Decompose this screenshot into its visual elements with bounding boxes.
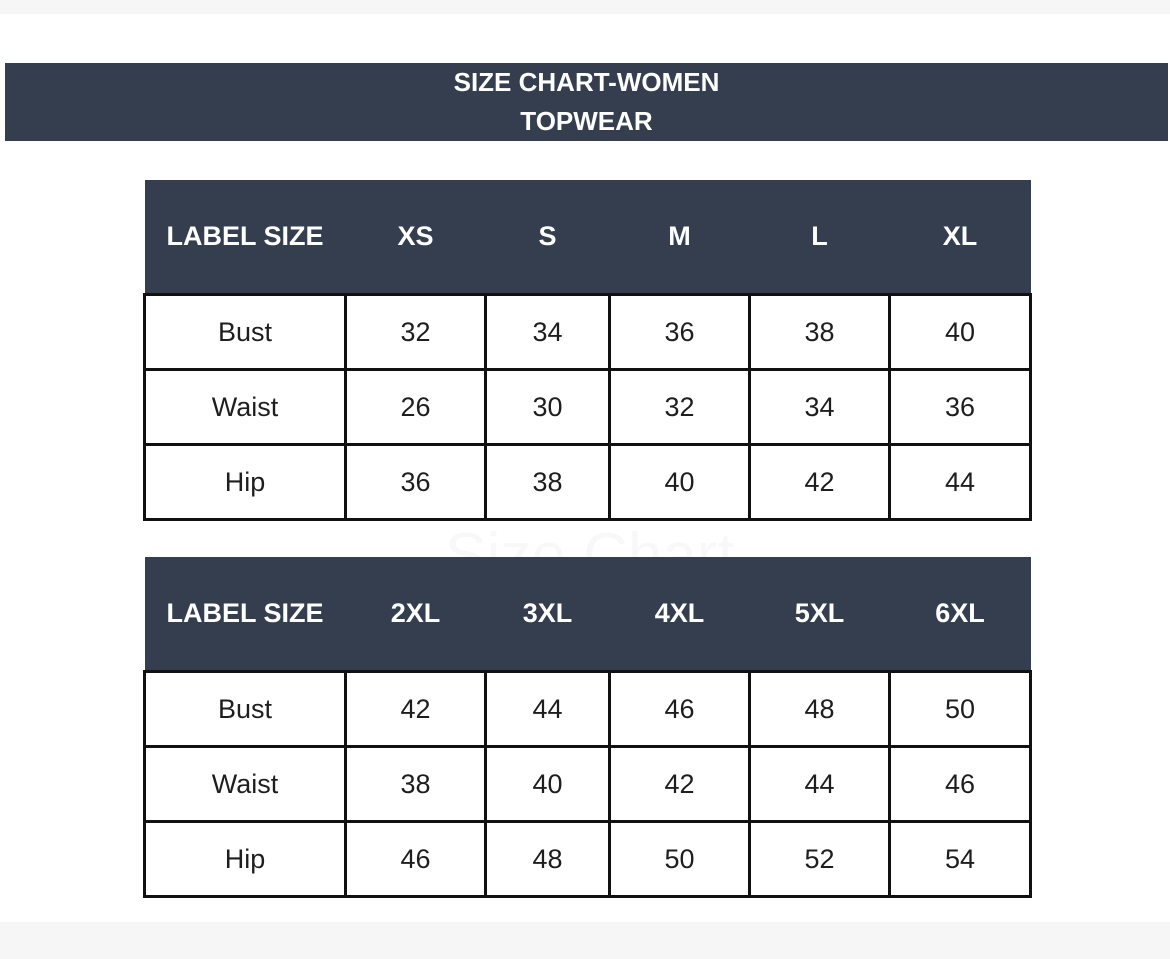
cell-value: 46: [346, 822, 486, 897]
cell-value: 54: [890, 822, 1031, 897]
table-row-waist: [145, 370, 1031, 445]
cell-value: 36: [346, 445, 486, 520]
cell-value: 36: [890, 370, 1031, 445]
header-label-size: LABEL SIZE: [145, 557, 346, 672]
cell-value: 34: [486, 295, 610, 370]
cell-value: 48: [486, 822, 610, 897]
cell-value: 52: [750, 822, 890, 897]
cell-value: 38: [486, 445, 610, 520]
table-row-bust: [145, 295, 1031, 370]
header-size-xl: XL: [890, 180, 1031, 295]
header-size-3xl: 3XL: [486, 557, 610, 672]
cell-value: 42: [610, 747, 750, 822]
cell-value: 30: [486, 370, 610, 445]
size-table-plus: [143, 557, 1032, 898]
cell-value: 42: [346, 672, 486, 747]
cell-value: 42: [750, 445, 890, 520]
table-row-hip: [145, 822, 1031, 897]
size-table-regular: [143, 180, 1032, 521]
table-row-waist: [145, 747, 1031, 822]
bottom-strip: [0, 922, 1170, 959]
header-size-xs: XS: [346, 180, 486, 295]
row-label: Bust: [145, 295, 346, 370]
header-size-5xl: 5XL: [750, 557, 890, 672]
cell-value: 48: [750, 672, 890, 747]
header-size-6xl: 6XL: [890, 557, 1031, 672]
row-label: Bust: [145, 672, 346, 747]
cell-value: 40: [890, 295, 1031, 370]
cell-value: 36: [610, 295, 750, 370]
cell-value: 44: [750, 747, 890, 822]
cell-value: 50: [890, 672, 1031, 747]
cell-value: 26: [346, 370, 486, 445]
row-label: Hip: [145, 822, 346, 897]
cell-value: 38: [346, 747, 486, 822]
top-strip: [0, 0, 1170, 14]
header-size-m: M: [610, 180, 750, 295]
cell-value: 38: [750, 295, 890, 370]
header-size-2xl: 2XL: [346, 557, 486, 672]
row-label: Waist: [145, 747, 346, 822]
cell-value: 44: [890, 445, 1031, 520]
cell-value: 40: [486, 747, 610, 822]
cell-value: 32: [610, 370, 750, 445]
header-size-4xl: 4XL: [610, 557, 750, 672]
table-header-row: [145, 180, 1031, 295]
header-size-s: S: [486, 180, 610, 295]
cell-value: 44: [486, 672, 610, 747]
row-label: Waist: [145, 370, 346, 445]
cell-value: 32: [346, 295, 486, 370]
cell-value: 40: [610, 445, 750, 520]
cell-value: 50: [610, 822, 750, 897]
title-line-1: SIZE CHART-WOMEN: [453, 67, 720, 97]
table-header-row: [145, 557, 1031, 672]
title-line-2: TOPWEAR: [520, 106, 653, 136]
table-row-hip: [145, 445, 1031, 520]
header-size-l: L: [750, 180, 890, 295]
cell-value: 46: [890, 747, 1031, 822]
table-row-bust: [145, 672, 1031, 747]
header-label-size: LABEL SIZE: [145, 180, 346, 295]
cell-value: 34: [750, 370, 890, 445]
cell-value: 46: [610, 672, 750, 747]
row-label: Hip: [145, 445, 346, 520]
title-banner: [5, 63, 1168, 141]
